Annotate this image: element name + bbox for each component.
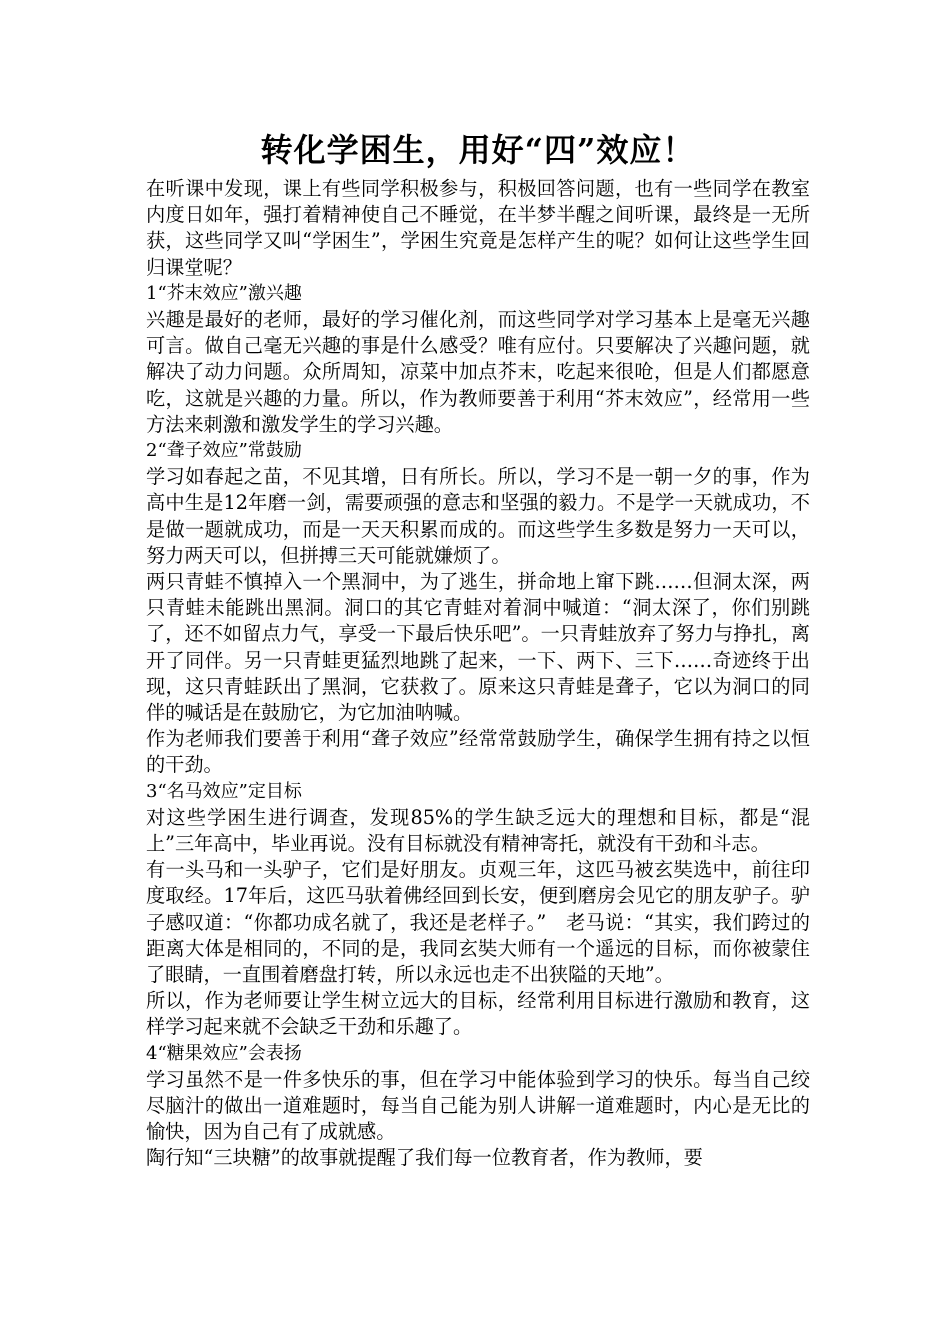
section-heading-deaf-effect: 2“聋子效应”常鼓励 xyxy=(146,440,302,462)
section-paragraph: 兴趣是最好的老师，最好的学习催化剂，而这些同学对学习基本上是毫无兴趣可言。做自己毫无兴趣的事是什么感受？唯有应付。只要解决了兴趣问题，就解决了动力问题。众所周知，凉菜中加点芥末，吃起来很呛，但是人们都愿意吃，这就是兴趣的力量。所以，作为教师要善于利用“芥末效应”，经常用一些方法来刺激和激发学生的学习兴趣。 xyxy=(146,308,810,436)
section-paragraph: 对这些学困生进行调查，发现85%的学生缺乏远大的理想和目标，都是“混上”三年高中，毕业再说。没有目标就没有精神寄托，就没有干劲和斗志。 xyxy=(146,805,810,856)
section-paragraph: 陶行知“三块糖”的故事就提醒了我们每一位教育者，作为教师，要 xyxy=(146,1146,703,1170)
section-paragraph: 有一头马和一头驴子，它们是好朋友。贞观三年，这匹马被玄奘选中，前往印度取经。17年后，这匹马驮着佛经回到长安，便到磨房会见它的朋友驴子。驴子感叹道：“你都功成名就了，我还是老样子。” 老马说：“其实，我们跨过的距离大体是相同的，不同的是，我同玄奘大师有一个遥远的目标，而你被蒙住了眼睛，一直围着磨盘打转，所以永远也走不出狭隘的天地”。 xyxy=(146,858,810,987)
section-heading-mustard-effect: 1“芥末效应”激兴趣 xyxy=(146,282,302,304)
intro-paragraph: 在听课中发现，课上有些同学积极参与，积极回答问题，也有一些同学在教室内度日如年，强打着精神使自己不睡觉，在半梦半醒之间听课，最终是一无所获，这些同学又叫“学困生”，学困生究竟是怎样产生的呢？如何让这些学生回归课堂呢？ xyxy=(146,177,810,279)
section-paragraph: 学习如春起之苗，不见其增，日有所长。所以，学习不是一朝一夕的事，作为高中生是12年磨一剑，需要顽强的意志和坚强的毅力。不是学一天就成功，不是做一题就成功，而是一天天积累而成的。而这些学生多数是努力一天可以，努力两天可以，但拼搏三天可能就嫌烦了。 xyxy=(146,465,810,567)
section-paragraph: 所以，作为老师要让学生树立远大的目标，经常利用目标进行激励和教育，这样学习起来就不会缺乏干劲和乐趣了。 xyxy=(146,989,810,1039)
section-heading-famous-horse-effect: 3“名马效应”定目标 xyxy=(146,780,302,802)
document-title: 转化学困生，用好“四”效应！ xyxy=(260,131,696,169)
section-heading-candy-effect: 4“糖果效应”会表扬 xyxy=(146,1042,302,1064)
section-paragraph: 作为老师我们要善于利用“聋子效应”经常常鼓励学生，确保学生拥有持之以恒的干劲。 xyxy=(146,727,810,777)
document-body xyxy=(146,128,810,1172)
section-paragraph: 学习虽然不是一件多快乐的事，但在学习中能体验到学习的快乐。每当自己绞尽脑汁的做出一道难题时，每当自己能为别人讲解一道难题时，内心是无比的愉快，因为自己有了成就感。 xyxy=(146,1067,810,1144)
section-paragraph: 两只青蛙不慎掉入一个黑洞中，为了逃生，拼命地上窜下跳……但洞太深，两只青蛙未能跳出黑洞。洞口的其它青蛙对着洞中喊道：“洞太深了，你们别跳了，还不如留点力气，享受一下最后快乐吧”。一只青蛙放弃了努力与挣扎，离开了同伴。另一只青蛙更猛烈地跳了起来，一下、两下、三下……奇迹终于出现，这只青蛙跃出了黑洞，它获救了。原来这只青蛙是聋子，它以为洞口的同伴的喊话是在鼓励它，为它加油呐喊。 xyxy=(146,570,810,725)
